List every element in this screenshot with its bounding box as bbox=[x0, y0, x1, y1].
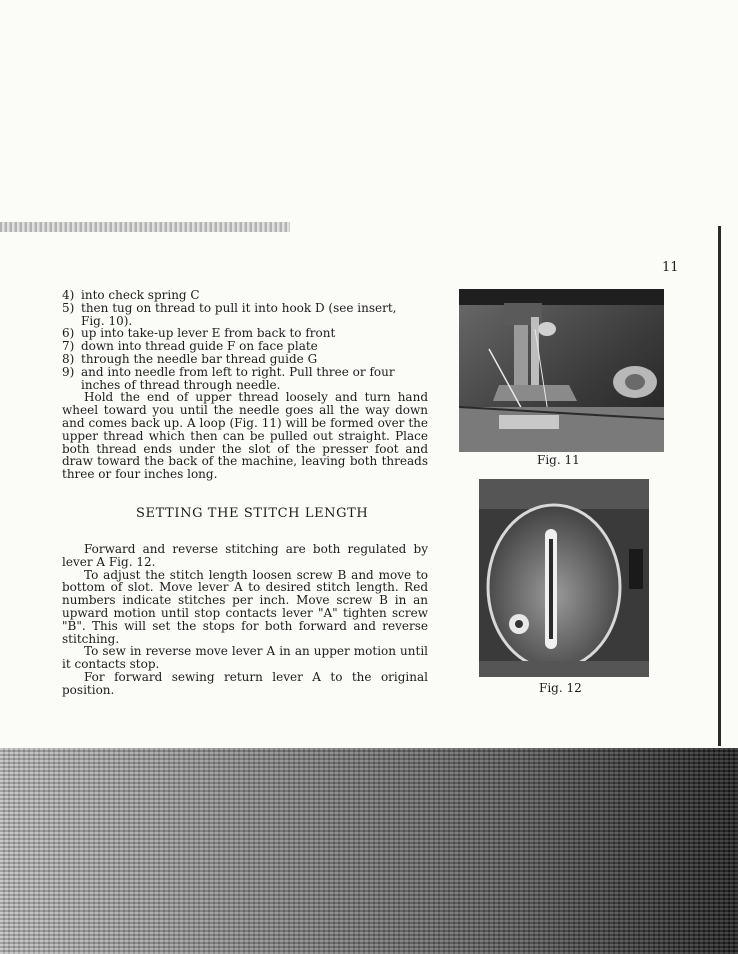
step-text: into check spring C bbox=[81, 288, 200, 302]
page-number: 11 bbox=[662, 260, 679, 275]
step-text: and into needle from left to right. Pull three or four bbox=[81, 364, 395, 379]
step-number: 7) bbox=[62, 339, 75, 354]
scan-bottom-band bbox=[0, 748, 738, 954]
step-continuation: inches of thread through needle. bbox=[81, 377, 281, 392]
stitch-length-instructions bbox=[62, 543, 428, 697]
section-heading: SETTING THE STITCH LENGTH bbox=[136, 506, 369, 521]
fig11-caption: Fig. 11 bbox=[537, 453, 580, 467]
step-text: then tug on thread to pull it into hook D (see insert, bbox=[81, 300, 397, 315]
step-text: up into take-up lever E from back to front bbox=[81, 326, 336, 341]
step-number: 6) bbox=[62, 326, 75, 341]
threading-steps bbox=[62, 289, 428, 481]
list-item bbox=[62, 289, 428, 302]
fig12-photo bbox=[479, 479, 649, 677]
step-number: 5) bbox=[62, 300, 75, 315]
step-continuation: Fig. 10). bbox=[81, 313, 133, 328]
scan-top-band bbox=[0, 222, 290, 232]
step-number: 4) bbox=[62, 288, 75, 302]
step-text: down into thread guide F on face plate bbox=[81, 339, 318, 354]
list-item bbox=[62, 366, 428, 379]
paragraph: For forward sewing return lever A to the original position. bbox=[62, 669, 428, 697]
step-number: 9) bbox=[62, 364, 75, 379]
step-number: 8) bbox=[62, 351, 75, 366]
list-item bbox=[62, 353, 428, 366]
scan-right-edge bbox=[718, 226, 721, 746]
paragraph: Forward and reverse stitching are both regulated by lever A Fig. 12. bbox=[62, 542, 428, 569]
paragraph: To sew in reverse move lever A in an upper motion until it contacts stop. bbox=[62, 644, 428, 672]
paragraph: To adjust the stitch length loosen screw B and move to bottom of slot. Move lever A to desired stitch length. Red numbers indicate stitches per inch. Move screw B in an upward motion until stop contacts lever "A" tighten screw "B". This will set the stops for both forward and reverse stitching. bbox=[62, 567, 428, 646]
list-item bbox=[62, 302, 428, 315]
hold-thread-paragraph: Hold the end of upper thread loosely and turn hand wheel toward you until the needle goes all the way down and comes back up. A loop (Fig. 11) will be formed over the upper thread which then can be pulled out straight. Place both thread ends under the slot of the presser foot and draw toward the back of the machine, leaving both threads three or four inches long. bbox=[62, 390, 428, 482]
fig12-caption: Fig. 12 bbox=[539, 681, 582, 695]
fig11-photo bbox=[459, 289, 664, 452]
step-text: through the needle bar thread guide G bbox=[81, 351, 318, 366]
